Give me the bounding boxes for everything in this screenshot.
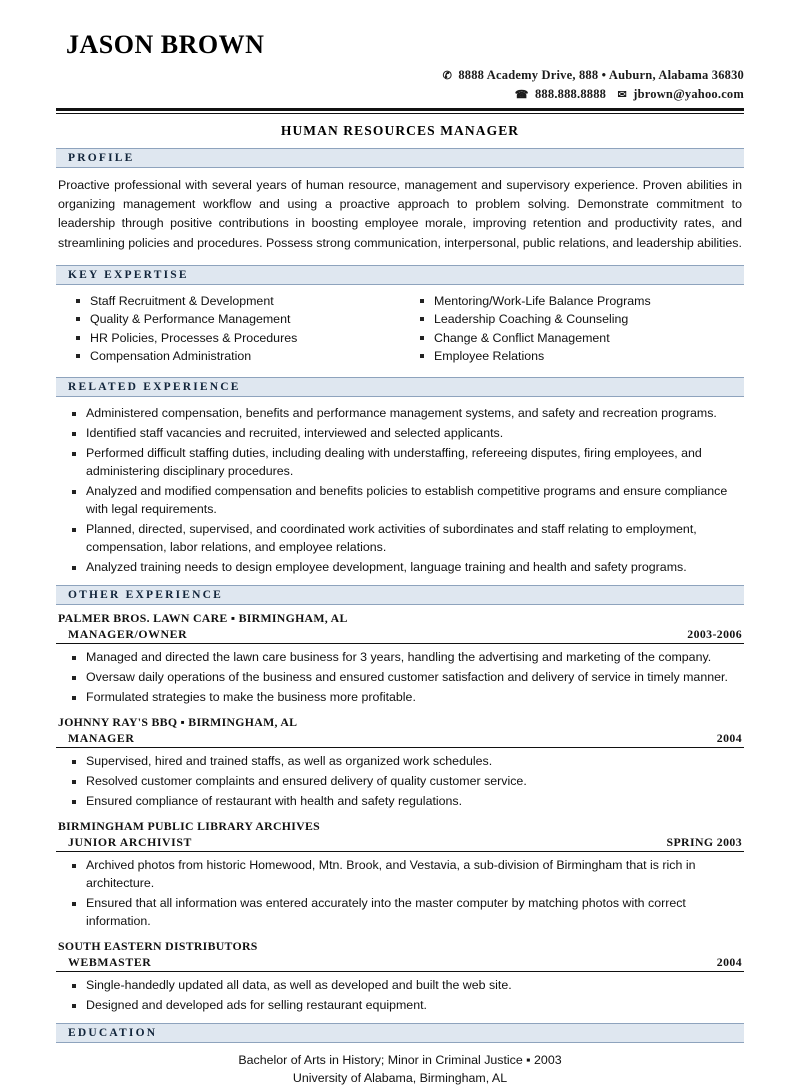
job-company: BIRMINGHAM PUBLIC LIBRARY ARCHIVES (58, 818, 321, 833)
profile-text: Proactive professional with several years of human resource, management and supervisory experience. Proven abilities in organizing management workflow and using a proactive approach to problem solving. Demonstrate commitment to leadership through positive contributions in boosting employee morale, improving retention and productivity rates, and streamlining policies and procedures. Possess strong communication, interpersonal, public relations, and leadership abilities. (58, 178, 742, 250)
related-experience-list (56, 405, 744, 577)
job-dates: 2004 (716, 730, 742, 745)
envelope-icon: ✉ (617, 89, 627, 101)
list-item: Employee Relations (400, 348, 744, 365)
job-entry (56, 715, 744, 811)
job-role: WEBMASTER (68, 954, 152, 969)
list-item: Analyzed training needs to design employee development, language training and health and safety programs. (56, 559, 744, 577)
section-heading-other-experience: OTHER EXPERIENCE (56, 585, 744, 605)
list-item: Change & Conflict Management (400, 330, 744, 347)
list-item: Single-handedly updated all data, as well as developed and built the web site. (56, 977, 744, 995)
list-item: Designed and developed ads for selling restaurant equipment. (56, 997, 744, 1015)
list-item: Ensured compliance of restaurant with health and safety regulations. (56, 793, 744, 811)
key-expertise-column-right (400, 293, 744, 367)
header-divider-thick (56, 108, 744, 111)
header-divider-thin (56, 113, 744, 114)
list-item: Planned, directed, supervised, and coordinated work activities of subordinates and staff relating to employment, compensation, labor relations, and employee relations. (56, 521, 744, 557)
job-bullets (56, 753, 744, 811)
list-item: Resolved customer complaints and ensured delivery of quality customer service. (56, 773, 744, 791)
key-expertise-column-left (56, 293, 400, 367)
section-heading-profile: PROFILE (56, 148, 744, 168)
list-item: HR Policies, Processes & Procedures (56, 330, 400, 347)
job-company: PALMER BROS. LAWN CARE ▪ BIRMINGHAM, AL (58, 610, 348, 625)
list-item: Ensured that all information was entered accurately into the master computer by matching photos with correct information. (56, 895, 744, 931)
job-role-row (56, 731, 744, 748)
key-expertise-columns (56, 293, 744, 367)
job-bullets (56, 857, 744, 931)
list-item: Formulated strategies to make the business more profitable. (56, 689, 744, 707)
job-dates: SPRING 2003 (666, 834, 742, 849)
key-expertise-list-left (56, 293, 400, 365)
list-item: Performed difficult staffing duties, including dealing with understaffing, refereeing disputes, firing employees, and administering disciplinary procedures. (56, 445, 744, 481)
location-icon: ✆ (442, 70, 452, 82)
job-title: HUMAN RESOURCES MANAGER (280, 123, 520, 138)
job-bullets (56, 977, 744, 1015)
section-heading-key-expertise: KEY EXPERTISE (56, 265, 744, 285)
job-dates: 2003-2006 (687, 626, 742, 641)
education-school: University of Alabama, Birmingham, AL (292, 1071, 508, 1086)
key-expertise-list-right (400, 293, 744, 365)
list-item: Compensation Administration (56, 348, 400, 365)
phone-icon: ☎ (514, 89, 529, 101)
job-role-row (56, 627, 744, 644)
contact-address: 8888 Academy Drive, 888 • Auburn, Alabama 36830 (458, 68, 744, 82)
job-entry (56, 819, 744, 931)
list-item: Supervised, hired and trained staffs, as well as organized work schedules. (56, 753, 744, 771)
contact-phone-email-line (56, 87, 744, 102)
list-item: Mentoring/Work-Life Balance Programs (400, 293, 744, 310)
education-degree: Bachelor of Arts in History; Minor in Criminal Justice ▪ 2003 (238, 1052, 562, 1067)
list-item: Quality & Performance Management (56, 311, 400, 328)
list-item: Managed and directed the lawn care business for 3 years, handling the advertising and marketing of the company. (56, 649, 744, 667)
section-heading-education: EDUCATION (56, 1023, 744, 1043)
contact-email: jbrown@yahoo.com (633, 87, 744, 101)
list-item: Oversaw daily operations of the business and ensured customer satisfaction and delivery of service in timely manner. (56, 669, 744, 687)
job-role-row (56, 955, 744, 972)
list-item: Staff Recruitment & Development (56, 293, 400, 310)
contact-address-line (56, 68, 744, 83)
list-item: Leadership Coaching & Counseling (400, 311, 744, 328)
job-role: MANAGER (68, 730, 135, 745)
list-item: Analyzed and modified compensation and benefits policies to establish competitive programs and ensure compliance with legal requirements. (56, 483, 744, 519)
job-role: MANAGER/OWNER (68, 626, 188, 641)
job-role: JUNIOR ARCHIVIST (68, 834, 192, 849)
list-item: Archived photos from historic Homewood, Mtn. Brook, and Vestavia, a sub-division of Birmingham that is rich in architecture. (56, 857, 744, 893)
job-company: JOHNNY RAY'S BBQ ▪ BIRMINGHAM, AL (58, 714, 298, 729)
job-dates: 2004 (716, 954, 742, 969)
education-block (56, 1051, 744, 1088)
job-bullets (56, 649, 744, 707)
page-title: JASON BROWN (66, 30, 265, 59)
list-item: Identified staff vacancies and recruited, interviewed and selected applicants. (56, 425, 744, 443)
contact-block (56, 68, 744, 102)
section-heading-related-experience: RELATED EXPERIENCE (56, 377, 744, 397)
contact-phone: 888.888.8888 (534, 87, 607, 101)
job-company: SOUTH EASTERN DISTRIBUTORS (58, 938, 258, 953)
job-entry (56, 611, 744, 707)
job-entry (56, 939, 744, 1015)
list-item: Administered compensation, benefits and performance management systems, and safety and recreation programs. (56, 405, 744, 423)
job-role-row (56, 835, 744, 852)
